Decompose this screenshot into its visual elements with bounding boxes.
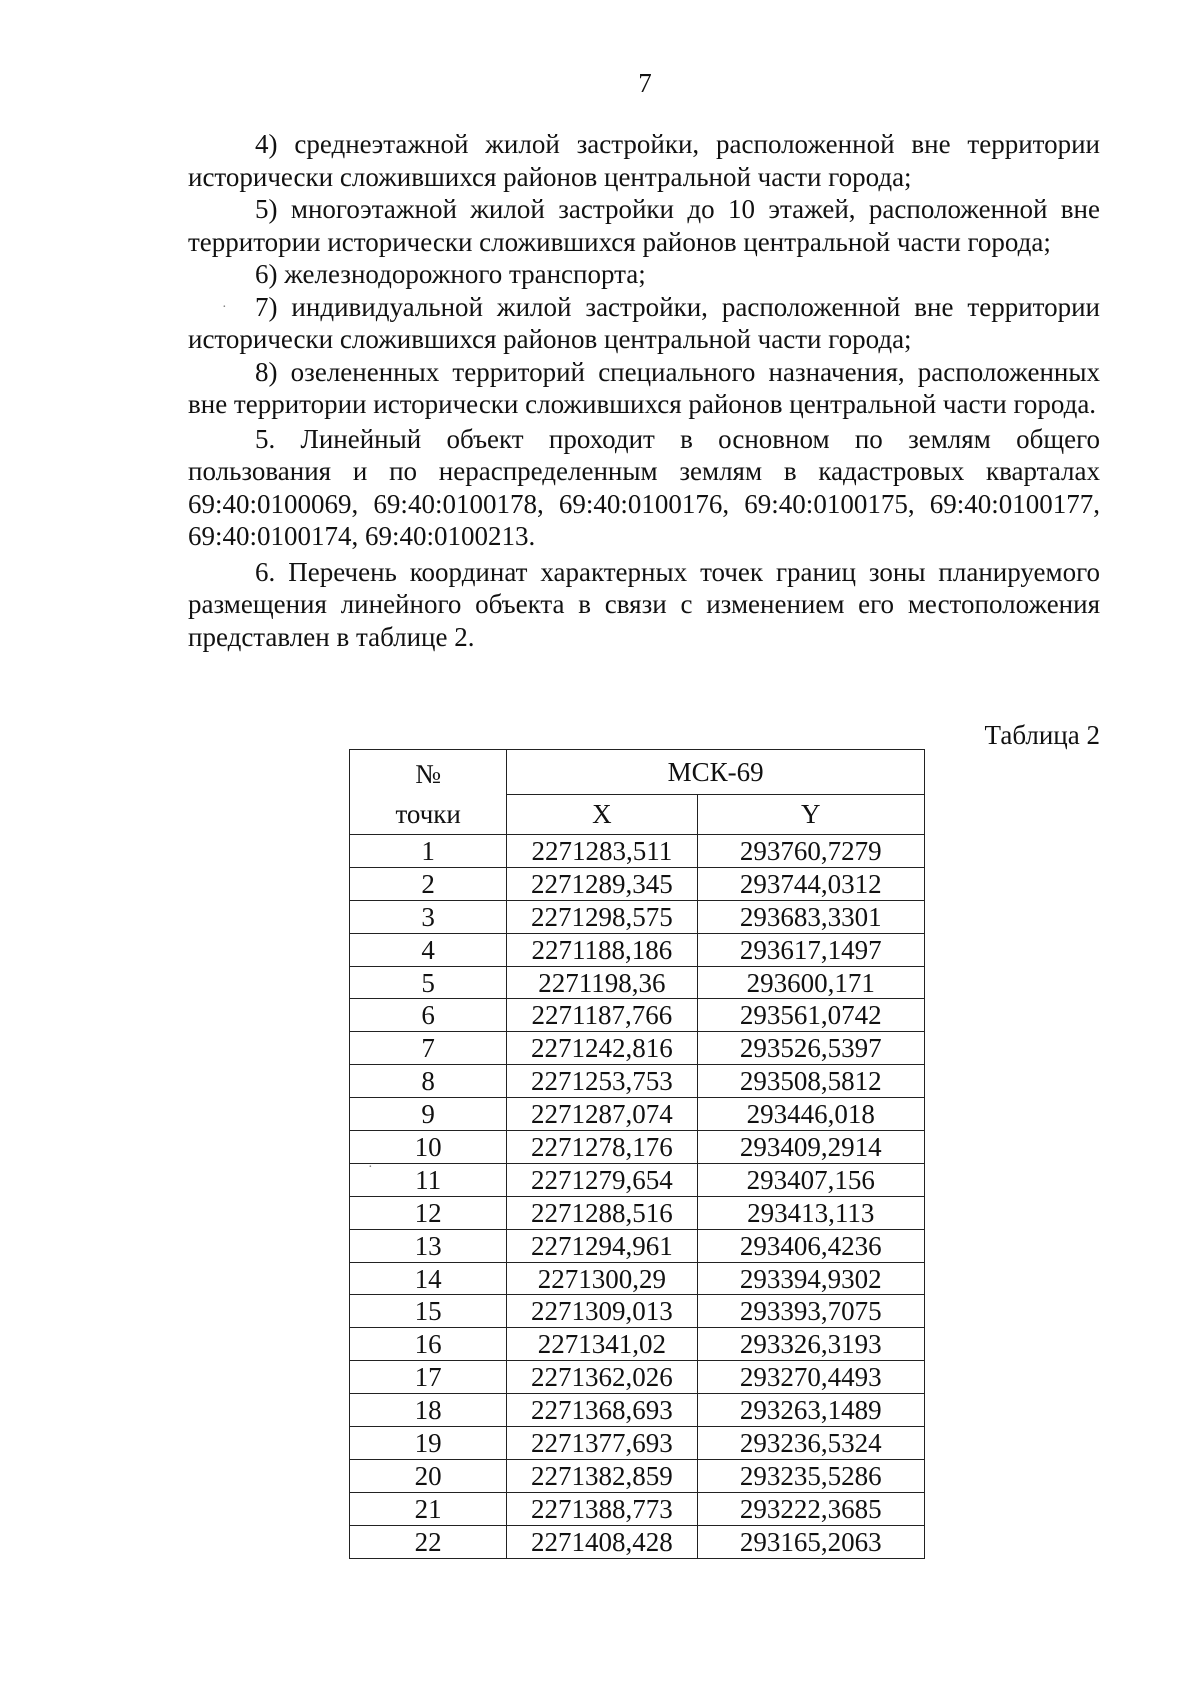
cell-x: 2271382,859 [507,1459,697,1492]
cell-x: 2271278,176 [507,1131,697,1164]
cell-x: 2271198,36 [507,966,697,999]
cell-y: 293508,5812 [697,1065,925,1098]
cell-y: 293526,5397 [697,1032,925,1065]
cell-point-number: 18 [350,1394,507,1427]
table-row [350,900,925,933]
cell-y: 293683,3301 [697,900,925,933]
cell-y: 293270,4493 [697,1361,925,1394]
table-row [350,1525,925,1558]
cell-y: 293235,5286 [697,1459,925,1492]
cell-y: 293406,4236 [697,1229,925,1262]
table-row [350,1032,925,1065]
table-row [350,1394,925,1427]
table-row [350,1131,925,1164]
cell-y: 293407,156 [697,1163,925,1196]
table-caption: Таблица 2 [984,720,1100,750]
cell-x: 2271253,753 [507,1065,697,1098]
cell-y: 293393,7075 [697,1295,925,1328]
cell-point-number: 21 [350,1492,507,1525]
table-row [350,1328,925,1361]
scan-dot: · [368,1160,373,1175]
cell-point-number: 9 [350,1098,507,1131]
cell-point-number: 8 [350,1065,507,1098]
table-row [350,1098,925,1131]
paragraph-clause-5: 5. Линейный объект проходит в основном по землям общего пользования и по нераспределенным землям в кадастровых кварталах 69:40:0100069, 69:40:0100178, 69:40:0100176, 69:40:0100175, 69:40:0100177, 69:40:0100174, 69:40:0100213. [188,423,1100,551]
paragraph-clause-6: 6. Перечень координат характерных точек границ зоны планируемого размещения линейного объекта в связи с изменением его местоположения представлен в таблице 2. [188,556,1100,652]
table-row [350,999,925,1032]
coordinates-table [349,749,925,1559]
cell-x: 2271288,516 [507,1196,697,1229]
cell-x: 2271377,693 [507,1427,697,1460]
paragraph-item-5: 5) многоэтажной жилой застройки до 10 этажей, расположенной вне территории исторически сложившихся районов центральной части города; [188,194,1100,257]
cell-y: 293561,0742 [697,999,925,1032]
body-text [188,128,1100,653]
cell-y: 293760,7279 [697,835,925,868]
cell-y: 293236,5324 [697,1427,925,1460]
table-row [350,1163,925,1196]
cell-y: 293409,2914 [697,1131,925,1164]
paragraph-item-7: 7) индивидуальной жилой застройки, расположенной вне территории исторически сложившихся районов центральной части города; [188,291,1100,354]
table-row [350,1065,925,1098]
header-point-number-label: № точки [395,759,461,829]
table-row [350,1492,925,1525]
cell-x: 2271283,511 [507,835,697,868]
table-row [350,867,925,900]
cell-y: 293263,1489 [697,1394,925,1427]
cell-point-number: 15 [350,1295,507,1328]
cell-x: 2271242,816 [507,1032,697,1065]
cell-point-number: 11 [350,1163,507,1196]
table-row [350,1262,925,1295]
cell-point-number: 17 [350,1361,507,1394]
cell-point-number: 22 [350,1525,507,1558]
table-row [350,933,925,966]
cell-point-number: 12 [350,1196,507,1229]
cell-point-number: 4 [350,933,507,966]
header-x: X [507,794,697,834]
cell-point-number: 10 [350,1131,507,1164]
table-row [350,1427,925,1460]
paragraph-item-4: 4) среднеэтажной жилой застройки, расположенной вне территории исторически сложившихся районов центральной части города; [188,129,1100,192]
cell-y: 293446,018 [697,1098,925,1131]
cell-point-number: 2 [350,867,507,900]
cell-x: 2271287,074 [507,1098,697,1131]
cell-x: 2271187,766 [507,999,697,1032]
cell-point-number: 3 [350,900,507,933]
cell-point-number: 6 [350,999,507,1032]
cell-y: 293413,113 [697,1196,925,1229]
cell-point-number: 7 [350,1032,507,1065]
cell-x: 2271388,773 [507,1492,697,1525]
header-y: Y [697,794,925,834]
table-row [350,1459,925,1492]
scan-dot: · [222,300,227,315]
cell-x: 2271298,575 [507,900,697,933]
header-point-number [350,750,507,835]
cell-x: 2271362,026 [507,1361,697,1394]
cell-point-number: 14 [350,1262,507,1295]
table-row [350,1196,925,1229]
cell-x: 2271368,693 [507,1394,697,1427]
cell-y: 293165,2063 [697,1525,925,1558]
table-body [350,835,925,1559]
cell-y: 293600,171 [697,966,925,999]
cell-y: 293394,9302 [697,1262,925,1295]
cell-point-number: 5 [350,966,507,999]
paragraph-item-8: 8) озелененных территорий специального назначения, расположенных вне территории исторически сложившихся районов центральной части города. [188,356,1100,419]
header-coordinate-system: МСК-69 [507,750,925,795]
cell-point-number: 19 [350,1427,507,1460]
table-row [350,835,925,868]
cell-x: 2271341,02 [507,1328,697,1361]
paragraph-item-6: 6) железнодорожного транспорта; [255,259,646,289]
cell-x: 2271289,345 [507,867,697,900]
cell-y: 293617,1497 [697,933,925,966]
cell-x: 2271294,961 [507,1229,697,1262]
table-row [350,1229,925,1262]
cell-point-number: 13 [350,1229,507,1262]
cell-point-number: 16 [350,1328,507,1361]
page-number: 7 [638,68,652,98]
cell-x: 2271188,186 [507,933,697,966]
cell-point-number: 1 [350,835,507,868]
table-row [350,1295,925,1328]
cell-x: 2271300,29 [507,1262,697,1295]
cell-y: 293744,0312 [697,867,925,900]
cell-x: 2271309,013 [507,1295,697,1328]
cell-x: 2271279,654 [507,1163,697,1196]
cell-point-number: 20 [350,1459,507,1492]
cell-y: 293222,3685 [697,1492,925,1525]
table-row [350,966,925,999]
cell-y: 293326,3193 [697,1328,925,1361]
cell-x: 2271408,428 [507,1525,697,1558]
table-row [350,1361,925,1394]
